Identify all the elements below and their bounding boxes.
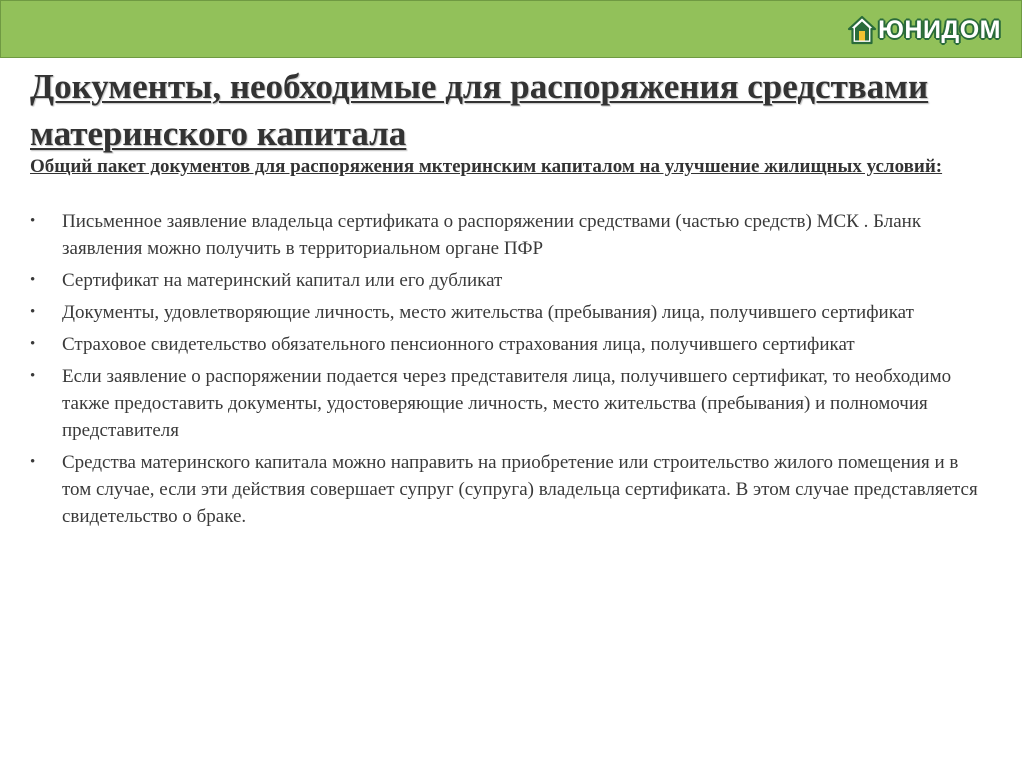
bullet-icon: • bbox=[30, 304, 36, 320]
bullet-icon: • bbox=[30, 272, 36, 288]
list-item bbox=[28, 208, 978, 262]
bullet-icon: • bbox=[30, 213, 36, 229]
list-item bbox=[28, 449, 978, 530]
list-item-text: Письменное заявление владельца сертификата о распоряжении средствами (частью средств) МСК . Бланк заявления можно получить в территориальном органе ПФР bbox=[62, 211, 922, 259]
list-item bbox=[28, 331, 978, 358]
list-item bbox=[28, 267, 978, 294]
bullet-icon: • bbox=[30, 368, 36, 384]
bullet-icon: • bbox=[30, 336, 36, 352]
list-item-text: Документы, удовлетворяющие личность, место жительства (пребывания) лица, получившего сертификат bbox=[62, 302, 914, 323]
house-logo-icon bbox=[847, 15, 877, 45]
list-item-text: Страховое свидетельство обязательного пенсионного страхования лица, получившего сертификат bbox=[62, 334, 855, 355]
list-item-text: Средства материнского капитала можно направить на приобретение или строительство жилого помещения и в том случае, если эти действия совершает супруг (супруга) владельца сертификата. В этом случае представляется свидетельство о браке. bbox=[62, 452, 978, 527]
header-bar bbox=[0, 0, 1022, 58]
bullet-icon: • bbox=[30, 454, 36, 470]
list-item bbox=[28, 363, 978, 444]
list-item-text: Сертификат на материнский капитал или его дубликат bbox=[62, 270, 503, 291]
slide-title: Документы, необходимые для распоряжения средствами материнского капитала bbox=[30, 67, 929, 153]
brand-logo-text: ЮНИДОМ bbox=[878, 15, 1001, 44]
list-item bbox=[28, 299, 978, 326]
brand-logo bbox=[847, 13, 1001, 47]
document-list bbox=[28, 208, 978, 535]
slide-subtitle: Общий пакет документов для распоряжения мктеринским капиталом на улучшение жилищных условий: bbox=[30, 156, 943, 177]
list-item-text: Если заявление о распоряжении подается через представителя лица, получившего сертификат, то необходимо также предоставить документы, удостоверяющие личность, место жительства (пребывания) и полномочия представителя bbox=[62, 366, 952, 441]
